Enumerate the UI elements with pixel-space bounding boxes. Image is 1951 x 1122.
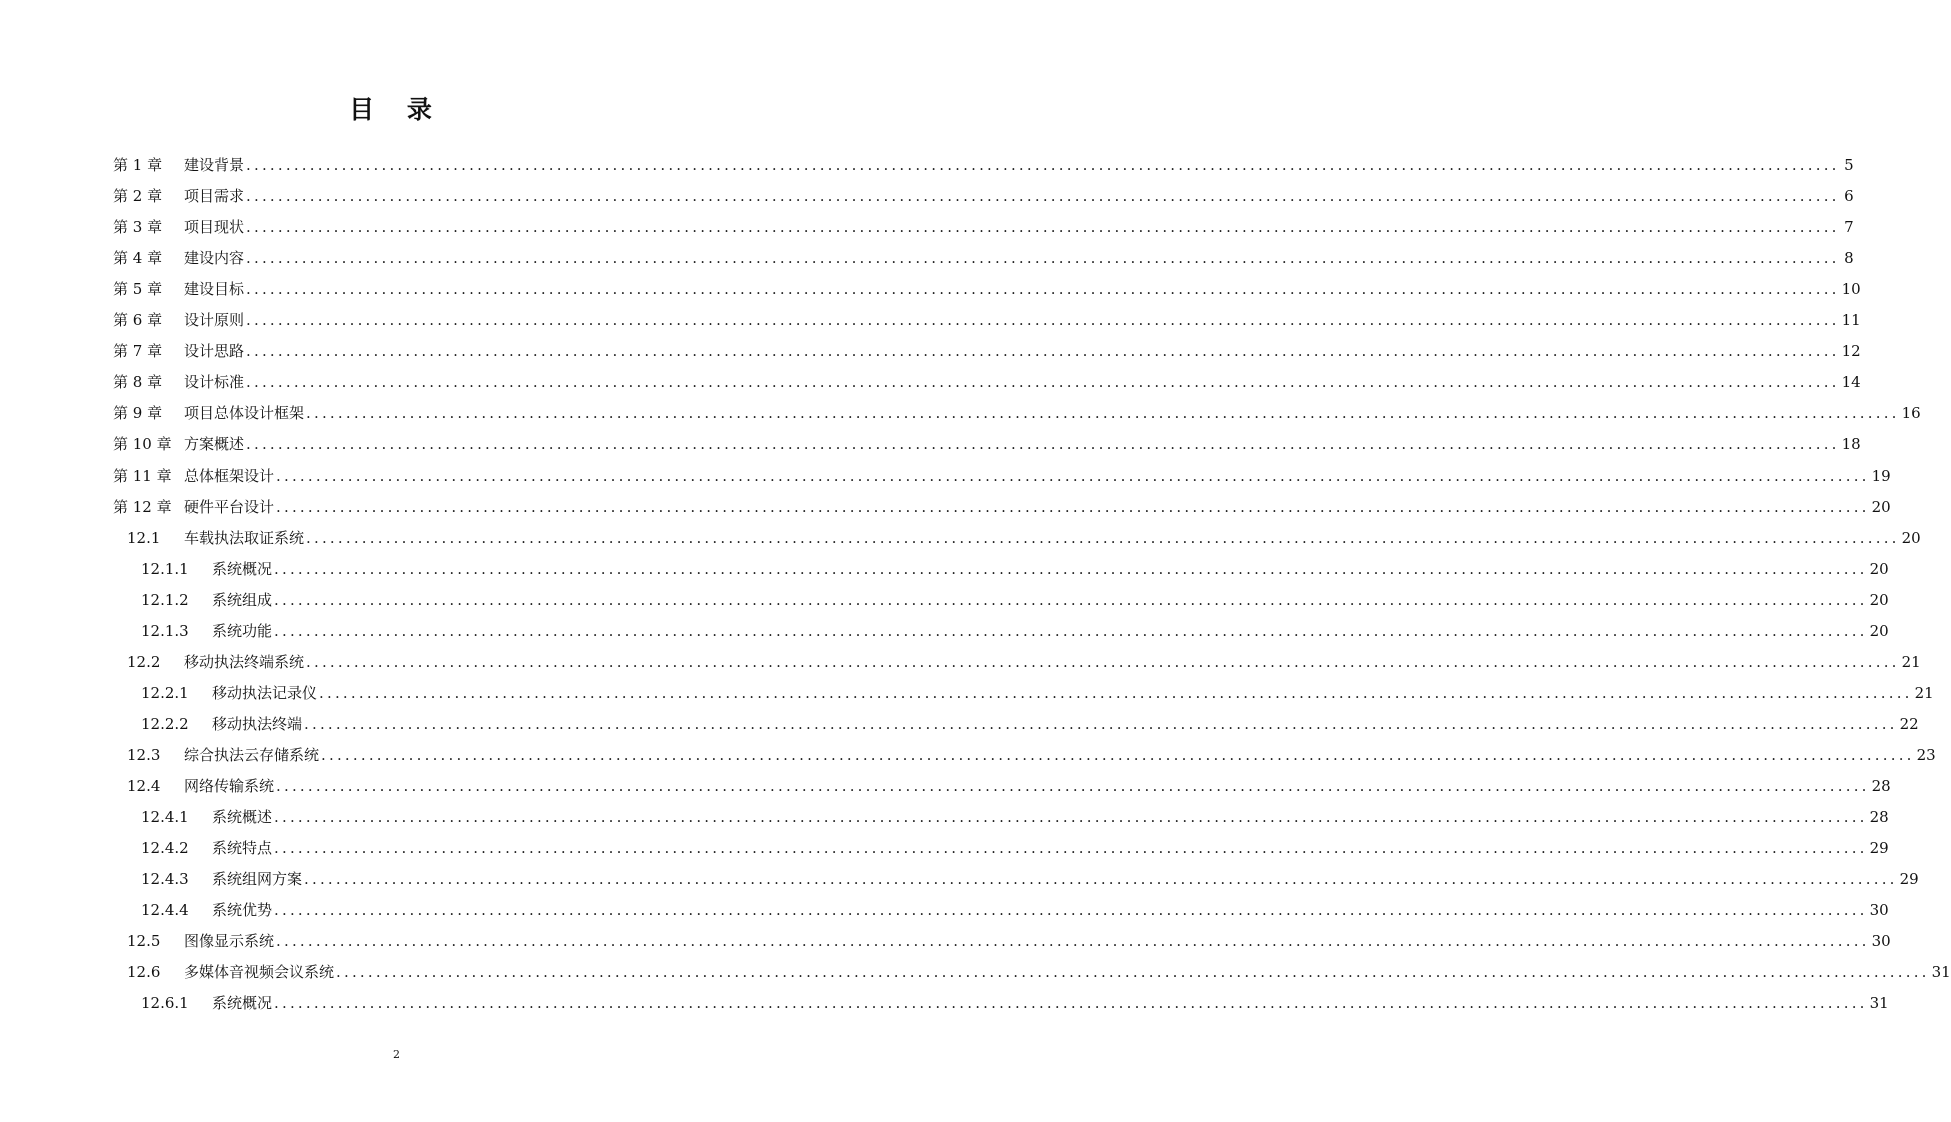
- toc-entry-page: 20: [1869, 559, 1889, 578]
- toc-dot-leader: ........................................................................................................................................................................................................: [274, 590, 1868, 609]
- toc-dot-leader: ........................................................................................................................................................................................................: [246, 311, 1840, 330]
- toc-entry-number: 12.5: [127, 932, 161, 951]
- toc-entry[interactable]: [141, 587, 1889, 611]
- toc-entry-number: 第 4 章: [113, 249, 163, 268]
- toc-dot-leader: ........................................................................................................................................................................................................: [274, 994, 1868, 1013]
- toc-entry[interactable]: [127, 959, 1951, 983]
- toc-entry-page: 20: [1901, 528, 1921, 547]
- toc-entry[interactable]: [113, 463, 1891, 487]
- toc-entry-number: 12.4.2: [141, 839, 189, 858]
- toc-entry-number: 第 11 章: [113, 466, 172, 485]
- toc-entry-number: 12.4.3: [141, 870, 189, 889]
- toc-entry-title: 项目需求: [184, 187, 245, 206]
- toc-entry-title: 系统特点: [212, 839, 273, 858]
- toc-entry-page: 11: [1841, 311, 1861, 330]
- toc-entry-number: 12.4.4: [141, 901, 189, 920]
- toc-entry-title: 系统组网方案: [212, 870, 303, 889]
- toc-entry[interactable]: [141, 711, 1919, 735]
- toc-dot-leader: ........................................................................................................................................................................................................: [274, 839, 1868, 858]
- toc-entry-title: 设计原则: [184, 311, 245, 330]
- toc-entry-page: 29: [1899, 870, 1919, 889]
- toc-entry[interactable]: [113, 400, 1921, 424]
- toc-entry-page: 5: [1844, 156, 1854, 174]
- toc-dot-leader: ........................................................................................................................................................................................................: [319, 683, 1913, 702]
- toc-entry-title: 图像显示系统: [184, 932, 275, 951]
- toc-dot-leader: ........................................................................................................................................................................................................: [246, 249, 1840, 268]
- toc-entry-number: 12.1.2: [141, 590, 189, 609]
- toc-entry-number: 第 2 章: [113, 187, 163, 206]
- toc-entry-page: 6: [1844, 187, 1854, 206]
- toc-entry-page: 30: [1869, 901, 1889, 920]
- toc-entry[interactable]: [141, 835, 1889, 859]
- toc-entry-page: 16: [1901, 404, 1921, 423]
- toc-entry-page: 21: [1914, 683, 1934, 702]
- toc-entry-title: 方案概述: [184, 435, 245, 454]
- toc-entry-number: 第 10 章: [113, 435, 172, 454]
- toc-dot-leader: ........................................................................................................................................................................................................: [276, 932, 1870, 951]
- toc-entry-number: 第 12 章: [113, 497, 172, 516]
- toc-entry-title: 总体框架设计: [184, 466, 275, 485]
- toc-entry[interactable]: [113, 494, 1891, 518]
- toc-entry-title: 硬件平台设计: [184, 497, 275, 516]
- toc-dot-leader: ........................................................................................................................................................................................................: [276, 466, 1870, 485]
- toc-entry[interactable]: [113, 431, 1861, 455]
- toc-entry-number: 12.2: [127, 652, 161, 671]
- toc-entry-title: 项目现状: [184, 218, 245, 237]
- toc-entry-title: 系统概况: [212, 994, 273, 1013]
- toc-dot-leader: ........................................................................................................................................................................................................: [304, 870, 1898, 889]
- toc-entry[interactable]: [141, 897, 1889, 921]
- toc-dot-leader: ........................................................................................................................................................................................................: [246, 156, 1840, 174]
- toc-entry-number: 第 3 章: [113, 218, 163, 237]
- toc-entry-title: 建设目标: [184, 280, 245, 299]
- toc-entry-title: 多媒体音视频会议系统: [184, 963, 335, 982]
- toc-entry-title: 建设内容: [184, 249, 245, 268]
- toc-dot-leader: ........................................................................................................................................................................................................: [246, 342, 1840, 361]
- toc-dot-leader: ........................................................................................................................................................................................................: [306, 652, 1900, 671]
- toc-entry-title: 系统概述: [212, 808, 273, 827]
- toc-entry-page: 28: [1871, 777, 1891, 795]
- toc-dot-leader: ........................................................................................................................................................................................................: [276, 777, 1870, 795]
- toc-dot-leader: ........................................................................................................................................................................................................: [274, 559, 1868, 578]
- toc-entry[interactable]: [141, 556, 1889, 580]
- toc-entry-title: 系统优势: [212, 901, 273, 920]
- toc-dot-leader: ........................................................................................................................................................................................................: [306, 528, 1900, 547]
- toc-entry-page: 20: [1871, 497, 1891, 516]
- toc-entry-number: 第 5 章: [113, 280, 163, 299]
- toc-entry-number: 第 6 章: [113, 311, 163, 330]
- toc-entry-page: 19: [1871, 466, 1891, 485]
- toc-entry-title: 移动执法终端系统: [184, 652, 305, 671]
- toc-entry-title: 网络传输系统: [184, 777, 275, 795]
- toc-entry-page: 21: [1901, 652, 1921, 671]
- toc-dot-leader: ........................................................................................................................................................................................................: [306, 404, 1900, 423]
- toc-entry-title: 设计标准: [184, 373, 245, 392]
- toc-entry[interactable]: [141, 866, 1919, 890]
- toc-dot-leader: ........................................................................................................................................................................................................: [274, 901, 1868, 920]
- toc-dot-leader: ........................................................................................................................................................................................................: [246, 187, 1840, 206]
- toc-entry-title: 系统概况: [212, 559, 273, 578]
- toc-entry-number: 第 9 章: [113, 404, 163, 423]
- toc-entry-number: 12.6.1: [141, 994, 189, 1013]
- toc-entry-number: 12.4: [127, 777, 161, 795]
- toc-entry-number: 12.1.1: [141, 559, 189, 578]
- toc-dot-leader: ........................................................................................................................................................................................................: [246, 280, 1840, 299]
- toc-entry-page: 12: [1841, 342, 1861, 361]
- toc-entry-page: 14: [1841, 373, 1861, 392]
- toc-entry[interactable]: [113, 307, 1861, 331]
- toc-entry[interactable]: [127, 525, 1921, 549]
- toc-entry-number: 第 7 章: [113, 342, 163, 361]
- toc-entry[interactable]: [113, 152, 1854, 176]
- toc-entry[interactable]: [141, 804, 1889, 828]
- toc-dot-leader: ........................................................................................................................................................................................................: [276, 497, 1870, 516]
- toc-dot-leader: ........................................................................................................................................................................................................: [321, 745, 1915, 764]
- toc-entry-title: 项目总体设计框架: [184, 404, 305, 423]
- toc-dot-leader: ........................................................................................................................................................................................................: [274, 621, 1868, 640]
- toc-entry-number: 第 8 章: [113, 373, 163, 392]
- toc-entry-title: 车载执法取证系统: [184, 528, 305, 547]
- toc-entry-page: 29: [1869, 839, 1889, 858]
- toc-entry[interactable]: [113, 183, 1854, 207]
- toc-dot-leader: ........................................................................................................................................................................................................: [336, 963, 1930, 982]
- toc-entry-title: 系统组成: [212, 590, 273, 609]
- toc-entry-page: 18: [1841, 435, 1861, 454]
- toc-entry-title: 移动执法记录仪: [212, 683, 318, 702]
- toc-dot-leader: ........................................................................................................................................................................................................: [246, 373, 1840, 392]
- toc-entry-page: 30: [1871, 932, 1891, 951]
- toc-entry-number: 第 1 章: [113, 156, 163, 174]
- toc-entry-title: 综合执法云存储系统: [184, 745, 320, 764]
- toc-entry[interactable]: [127, 649, 1921, 673]
- toc-entry-number: 12.4.1: [141, 808, 189, 827]
- toc-entry-number: 12.6: [127, 963, 161, 982]
- toc-entry-page: 20: [1869, 621, 1889, 640]
- toc-entry-number: 12.2.1: [141, 683, 189, 702]
- toc-entry-page: 8: [1844, 249, 1854, 268]
- toc-entry-title: 建设背景: [184, 156, 245, 174]
- toc-entry-page: 23: [1916, 745, 1936, 764]
- toc-entry[interactable]: [113, 245, 1854, 269]
- toc-entry-page: 7: [1844, 218, 1854, 237]
- toc-entry[interactable]: [113, 276, 1861, 300]
- toc-entry[interactable]: [127, 928, 1891, 952]
- toc-entry-page: 28: [1869, 808, 1889, 827]
- toc-entry-page: 20: [1869, 590, 1889, 609]
- toc-entry[interactable]: [127, 742, 1936, 766]
- toc-entry[interactable]: [141, 680, 1934, 704]
- toc-entry[interactable]: [141, 618, 1889, 642]
- toc-entry-page: 10: [1841, 280, 1861, 299]
- toc-entry-title: 系统功能: [212, 621, 273, 640]
- toc-dot-leader: ........................................................................................................................................................................................................: [304, 714, 1898, 733]
- toc-dot-leader: ........................................................................................................................................................................................................: [246, 218, 1840, 237]
- toc-entry[interactable]: [113, 369, 1861, 393]
- toc-entry[interactable]: [113, 214, 1854, 238]
- toc-entry-page: 31: [1869, 994, 1889, 1013]
- toc-entry-page: 22: [1899, 714, 1919, 733]
- toc-entry[interactable]: [127, 773, 1891, 797]
- toc-entry[interactable]: [141, 990, 1889, 1014]
- toc-dot-leader: ........................................................................................................................................................................................................: [274, 808, 1868, 827]
- toc-entry-number: 12.1: [127, 528, 161, 547]
- toc-entry-title: 移动执法终端: [212, 714, 303, 733]
- toc-entry-number: 12.1.3: [141, 621, 189, 640]
- toc-entry-number: 12.2.2: [141, 714, 189, 733]
- page-number: 2: [393, 1048, 400, 1061]
- toc-dot-leader: ........................................................................................................................................................................................................: [246, 435, 1840, 454]
- toc-entry[interactable]: [113, 338, 1861, 362]
- toc-entry-title: 设计思路: [184, 342, 245, 361]
- toc-entry-number: 12.3: [127, 745, 161, 764]
- toc-title: 目 录: [349, 95, 444, 124]
- toc-entry-page: 31: [1931, 963, 1951, 982]
